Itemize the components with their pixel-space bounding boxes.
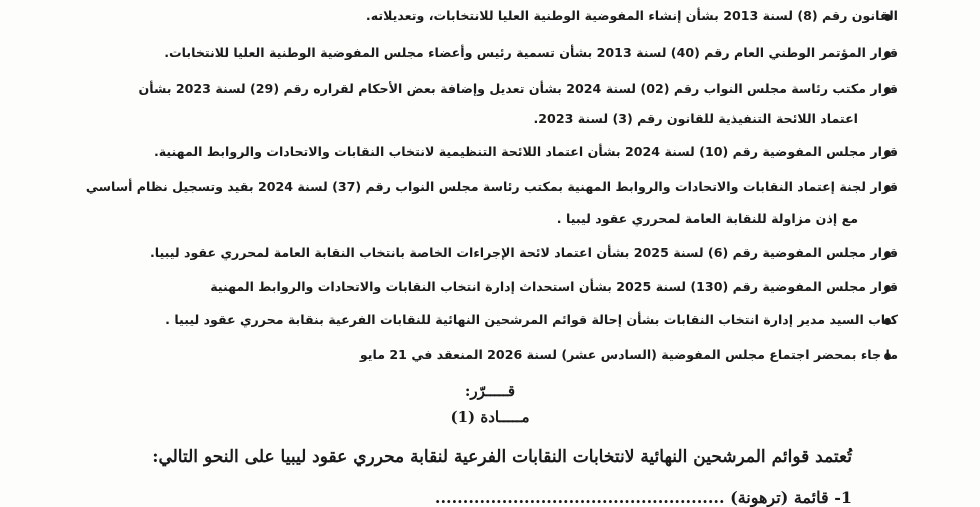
preamble-item-1: القانون رقم (8) لسنة 2013 بشأن إنشاء المفوضية الوطنية العليا للانتخابات، وتعديلاته. — [365, 8, 898, 23]
preamble-item-6: قرار مجلس المفوضية رقم (6) لسنة 2025 بشأن اعتماد لائحة الإجراءات الخاصة بانتخاب النقابة العامة لمحرري عقود ليبيا. — [150, 245, 898, 260]
preamble-item-7: قرار مجلس المفوضية رقم (130) لسنة 2025 بشأن استحداث إدارة انتخاب النقابات والاتحادات والروابط المهنية — [210, 279, 898, 294]
preamble-item-3-continuation: اعتماد اللائحة التنفيذية للقانون رقم (3) لسنة 2023. — [533, 111, 858, 126]
preamble-item-8: كتاب السيد مدير إدارة انتخاب النقابات بشأن إحالة قوائم المرشحين النهائية للنقابات الفرعية بنقابة محرري عقود ليبيا . — [165, 312, 898, 327]
preamble-item-2: قرار المؤتمر الوطني العام رقم (40) لسنة 2013 بشأن تسمية رئيس وأعضاء مجلس المفوضية الوطنية العليا للانتخابات. — [164, 45, 898, 60]
preamble-item-9: ما جاء بمحضر اجتماع مجلس المفوضية (السادس عشر) لسنة 2026 المنعقد في 21 مايو — [359, 347, 898, 362]
decision-heading: قـــــرّر: — [464, 382, 516, 400]
preamble-item-5: قرار لجنة إعتماد النقابات والاتحادات والروابط المهنية بمكتب رئاسة مجلس النواب رقم (37) لسنة 2024 بقيد وتسجيل نظام أساسي — [85, 179, 898, 194]
article-heading: مـــــادة (1) — [450, 408, 530, 426]
preamble-item-5-continuation: مع إذن مزاولة للنقابة العامة لمحرري عقود ليبيا . — [556, 211, 858, 226]
cutoff-list-line: 1- قائمة (ترهونة) .................................................... — [434, 488, 852, 507]
preamble-item-4: قرار مجلس المفوضية رقم (10) لسنة 2024 بشأن اعتماد اللائحة التنظيمية لانتخاب النقابات والاتحادات والروابط المهنية. — [153, 144, 898, 159]
article-lead-text: تُعتمد قوائم المرشحين النهائية لانتخابات النقابات الفرعية لنقابة محرري عقود ليبيا على النحو التالي: — [152, 447, 852, 467]
preamble-item-3: قرار مكتب رئاسة مجلس النواب رقم (02) لسنة 2024 بشأن تعديل وإضافة بعض الأحكام لقراره رقم (29) لسنة 2023 بشأن — [138, 81, 898, 96]
